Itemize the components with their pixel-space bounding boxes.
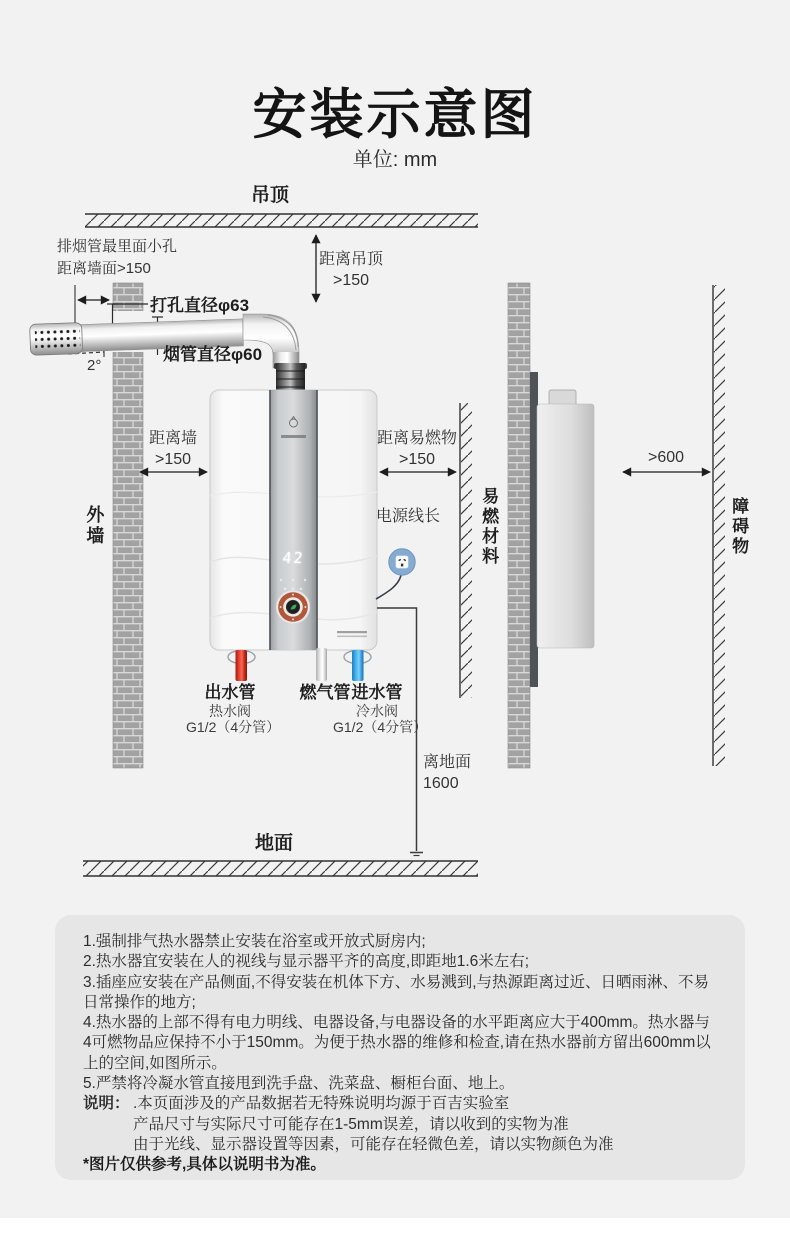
- power-cord: [376, 576, 401, 600]
- page-bottom-strip: [0, 1218, 790, 1255]
- unit-label: 单位: mm: [352, 149, 438, 171]
- inlet-pipe-label: 进水管: [351, 683, 403, 702]
- ceiling-label: 吊顶: [250, 185, 289, 206]
- outlet-pipe-label: 出水管: [204, 683, 256, 702]
- cold-water-pipe: [352, 650, 364, 681]
- water-gas-pipes: [228, 648, 371, 681]
- power-cord-label: 电源线长: [376, 508, 441, 525]
- hole-diameter-label: 打孔直径φ63: [150, 296, 250, 315]
- obstacle-boundary: [713, 285, 725, 766]
- tilt-angle-label: 2°: [87, 357, 102, 374]
- note-item-4: 4.热水器的上部不得有电力明线、电器设备,与电器设备的水平距离应大于400mm。热水器与4可燃物品应保持不小于150mm。为便于热水器的维修和检查,请在热水器前方留出600mm以上的空间,如图所示。: [83, 1014, 711, 1072]
- hot-valve-spec: G1/2（4分管）: [186, 719, 281, 735]
- exhaust-note-line2: 距离墙面>150: [57, 260, 151, 277]
- outer-wall-label: 外墙: [84, 505, 105, 547]
- control-knob: [276, 590, 310, 624]
- water-heater-front: [210, 390, 377, 650]
- disclaimer-label: 说明：: [83, 1095, 130, 1113]
- disclaimer-line-3: 由于光线、显示器设置等因素，可能存在轻微色差，请以实物颜色为准: [133, 1135, 614, 1153]
- dist-obstacle-label: >600: [647, 449, 685, 466]
- water-heater-side: [537, 404, 594, 648]
- disclaimer-line-2: 产品尺寸与实际尺寸可能存在1-5mm误差，请以收到的实物为准: [133, 1115, 569, 1133]
- hot-water-pipe: [236, 650, 248, 681]
- power-socket-icon: [376, 549, 415, 599]
- gas-supply-pipe: [316, 648, 327, 681]
- gas-pipe-label: 燃气管: [299, 683, 351, 702]
- note-item-3: 3.插座应安装在产品侧面,不得安装在机体下方、水易溅到,与热源距离过近、日晒雨淋、不易日常操作的地方;: [83, 973, 710, 1011]
- image-reference-footnote: *图片仅供参考,具体以说明书为准。: [83, 1156, 326, 1174]
- cold-valve-label: 冷水阀: [356, 703, 398, 719]
- ground-label: 地面: [254, 833, 293, 854]
- installation-notes: [55, 915, 745, 1180]
- flammable-material-label: 易燃材料: [479, 487, 499, 567]
- outer-wall-bricks: [111, 283, 145, 768]
- pipe-cap-perforations: [35, 328, 81, 351]
- note-item-5: 5.严禁将冷凝水管直接甩到洗手盘、洗菜盘、橱柜台面、地上。: [83, 1075, 515, 1093]
- exhaust-note-line1: 排烟管最里面小孔: [57, 238, 178, 255]
- disclaimer-line-1: .本页面涉及的产品数据若无特殊说明均源于百吉实验室: [133, 1095, 510, 1113]
- ground-section: [83, 861, 478, 876]
- dist-flammable-label: 距离易燃物 >150: [376, 430, 457, 468]
- height-label: 离地面 1600: [423, 754, 472, 792]
- obstacle-label: 障碍物: [729, 497, 749, 557]
- note-item-1: 1.强制排气热水器禁止安装在浴室或开放式厨房内;: [83, 933, 426, 950]
- cold-valve-spec: G1/2（4分管）: [333, 719, 428, 735]
- page-title: 安装示意图: [252, 85, 538, 145]
- pipe-diameter-label: 烟管直径φ60: [163, 345, 263, 364]
- ceiling-section: [85, 214, 478, 227]
- dist-ceiling-label: 距离吊顶 >150: [318, 251, 383, 289]
- heater-display: 42: [281, 549, 306, 567]
- dist-wall-label: 距离墙 >150: [148, 430, 197, 468]
- flue-adapter: [276, 363, 305, 393]
- hot-valve-label: 热水阀: [209, 703, 251, 719]
- note-item-2: 2.热水器宜安装在人的视线与显示器平齐的高度,即距地1.6米左右;: [83, 953, 530, 971]
- side-view-section: [508, 283, 594, 768]
- disclaimer-block: [83, 1094, 717, 1155]
